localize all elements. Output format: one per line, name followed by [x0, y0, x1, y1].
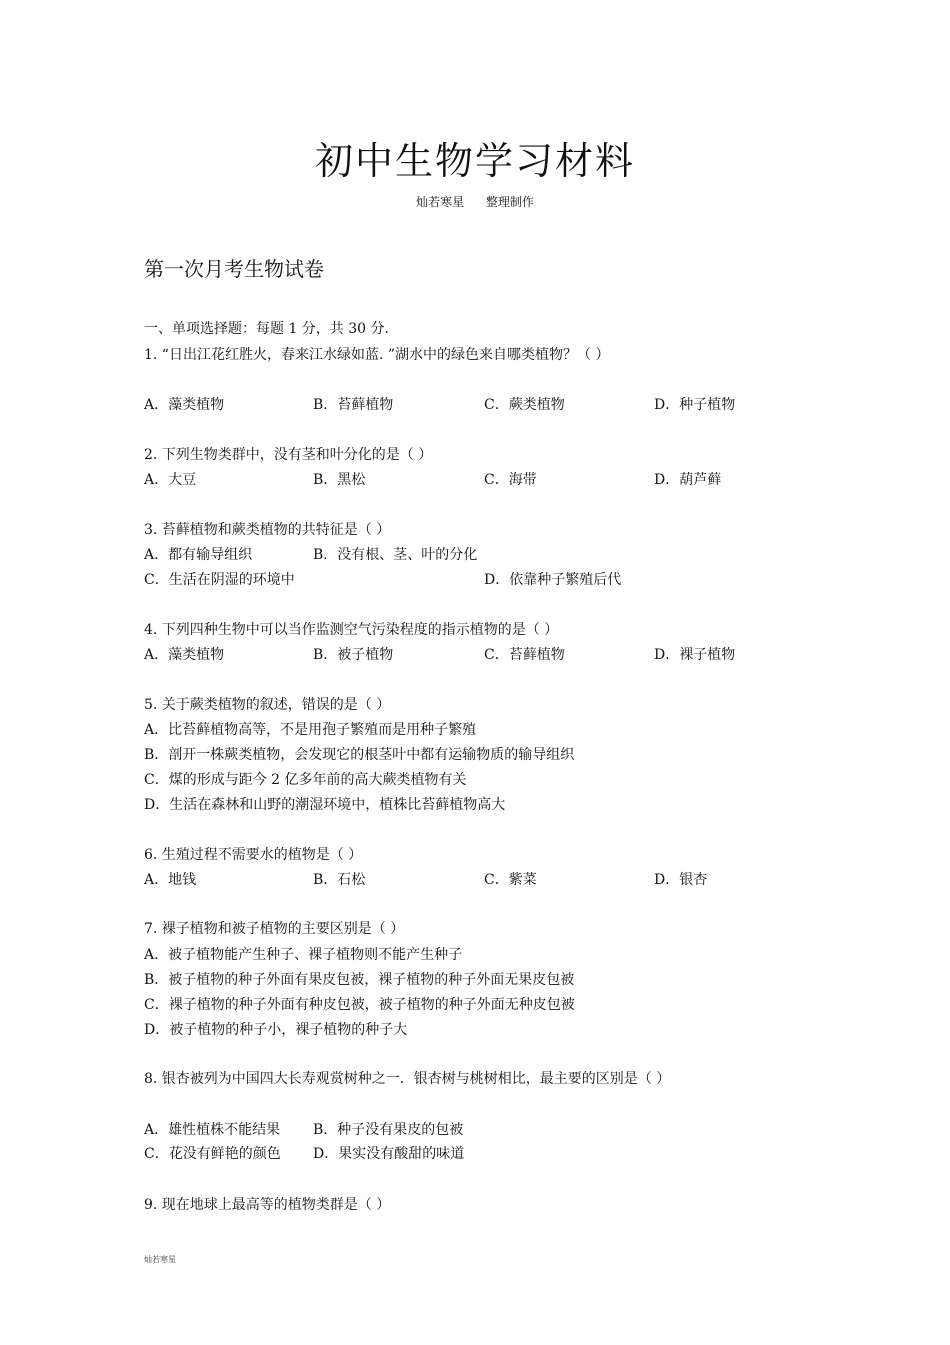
- page-footer: 灿若寒星: [144, 1255, 176, 1264]
- question-8-option-c: C．花没有鲜艳的颜色: [144, 1146, 281, 1162]
- question-2-option-a: A．大豆: [144, 472, 197, 488]
- question-7-stem: 7. 裸子植物和被子植物的主要区别是（ ）: [144, 921, 405, 937]
- question-1-option-c: C．蕨类植物: [484, 397, 565, 413]
- exam-title: 第一次月考生物试卷: [144, 257, 324, 281]
- question-3-option-c: C．生活在阴湿的环境中: [144, 572, 295, 588]
- question-7-option-b: B．被子植物的种子外面有果皮包被，裸子植物的种子外面无果皮包被: [144, 972, 575, 988]
- question-2-option-d: D．葫芦藓: [654, 472, 722, 488]
- question-1-option-d: D．种子植物: [654, 397, 736, 413]
- question-5-option-d: D．生活在森林和山野的潮湿环境中，植株比苔藓植物高大: [144, 797, 506, 813]
- question-7-option-d: D．被子植物的种子小，裸子植物的种子大: [144, 1022, 408, 1038]
- page-subtitle: 灿若寒星 整理制作: [416, 195, 534, 209]
- question-3-option-d: D．依靠种子繁殖后代: [484, 572, 622, 588]
- question-8-option-b: B．种子没有果皮的包被: [313, 1122, 464, 1138]
- question-7-option-c: C．裸子植物的种子外面有种皮包被，被子植物的种子外面无种皮包被: [144, 997, 575, 1013]
- question-5-option-b: B．剖开一株蕨类植物，会发现它的根茎叶中都有运输物质的输导组织: [144, 747, 575, 763]
- question-6-stem: 6. 生殖过程不需要水的植物是（ ）: [144, 847, 363, 863]
- question-5-option-c: C．煤的形成与距今 2 亿多年前的高大蕨类植物有关: [144, 772, 467, 788]
- question-6-option-d: D．银杏: [654, 872, 708, 888]
- section-heading: 一、单项选择题：每题 1 分，共 30 分.: [144, 321, 389, 337]
- question-4-option-d: D．裸子植物: [654, 647, 736, 663]
- question-6-option-b: B．石松: [313, 872, 366, 888]
- question-4-option-b: B．被子植物: [313, 647, 394, 663]
- question-6-option-a: A．地钱: [144, 872, 197, 888]
- question-2-stem: 2. 下列生物类群中，没有茎和叶分化的是（ ）: [144, 447, 433, 463]
- question-3-stem: 3. 苔藓植物和蕨类植物的共特征是（ ）: [144, 522, 391, 538]
- question-3-option-a: A．都有输导组织: [144, 547, 253, 563]
- question-1-option-a: A．藻类植物: [144, 397, 225, 413]
- question-8-stem: 8. 银杏被列为中国四大长寿观赏树种之一．银杏树与桃树相比，最主要的区别是（ ）: [144, 1071, 671, 1087]
- question-6-option-c: C．紫菜: [484, 872, 537, 888]
- question-8-option-d: D．果实没有酸甜的味道: [313, 1146, 465, 1162]
- question-1-option-b: B．苔藓植物: [313, 397, 394, 413]
- question-5-stem: 5. 关于蕨类植物的叙述，错误的是（ ）: [144, 697, 391, 713]
- question-9-stem: 9. 现在地球上最高等的植物类群是（ ）: [144, 1197, 391, 1213]
- question-5-option-a: A．比苔藓植物高等，不是用孢子繁殖而是用种子繁殖: [144, 722, 477, 738]
- question-2-option-c: C．海带: [484, 472, 537, 488]
- question-3-option-b: B．没有根、茎、叶的分化: [313, 547, 478, 563]
- question-8-option-a: A．雄性植株不能结果: [144, 1122, 281, 1138]
- question-4-option-c: C．苔藓植物: [484, 647, 565, 663]
- question-4-stem: 4. 下列四种生物中可以当作监测空气污染程度的指示植物的是（ ）: [144, 622, 559, 638]
- page-title: 初中生物学习材料: [314, 139, 635, 183]
- question-7-option-a: A．被子植物能产生种子、裸子植物则不能产生种子: [144, 947, 463, 963]
- question-1-stem: 1. “日出江花红胜火，春来江水绿如蓝. ”湖水中的绿色来自哪类植物？（ ）: [144, 347, 610, 363]
- question-2-option-b: B．黑松: [313, 472, 366, 488]
- question-4-option-a: A．藻类植物: [144, 647, 225, 663]
